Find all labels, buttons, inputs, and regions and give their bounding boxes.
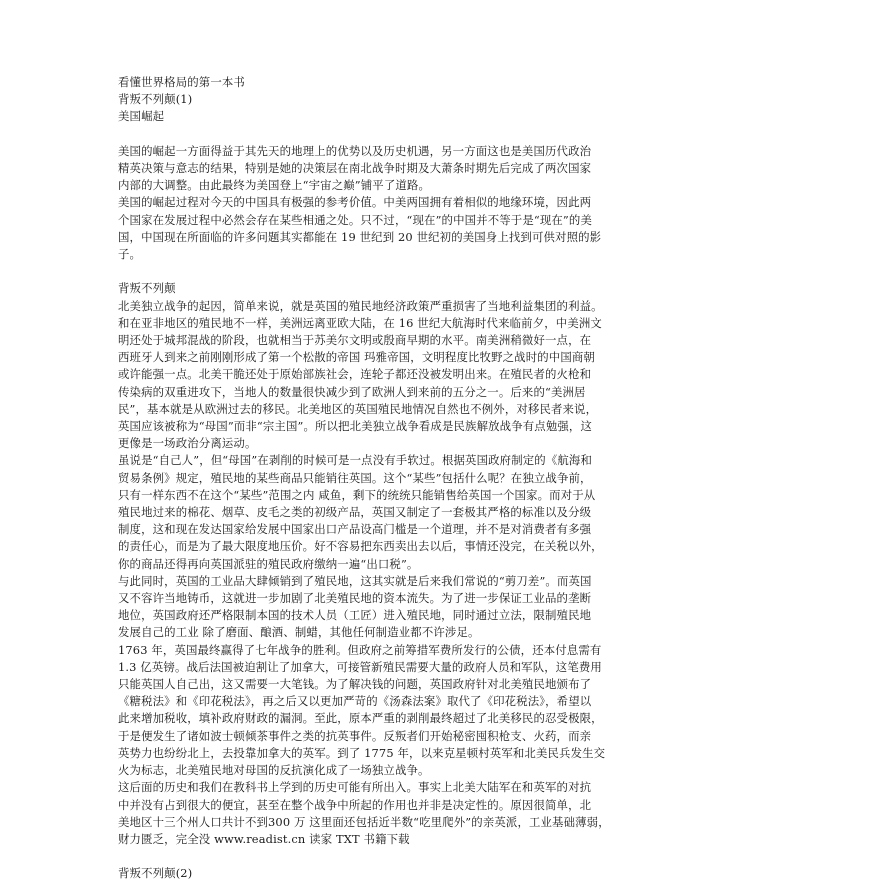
- document-page: [118, 74, 744, 883]
- body-line: 的责任心，而是为了最大限度地压价。好不容易把东西卖出去以后，事情还没完，在关税以外，: [118, 539, 603, 554]
- blank-line: [118, 848, 744, 865]
- body-line: 又不容许当地铸币，这就进一步加剧了北美殖民地的资本流失。为了进一步保证工业品的垄断: [118, 591, 592, 606]
- body-line: 你的商品还得再向英国派驻的殖民政府缴纳一遍“出口税”。: [118, 556, 419, 571]
- intro-line: 美国的崛起过程对今天的中国具有极强的参考价值。中美两国拥有着相似的地缘环境，因此两: [118, 195, 592, 210]
- body-line: 明还处于城邦混战的阶段，也就相当于苏美尔文明或殷商早期的水平。南美洲稍微好一点，在: [118, 333, 592, 348]
- body-line: 和在亚非地区的殖民地不一样，美洲远离亚欧大陆，在 16 世纪大航海时代来临前夕，中美洲文: [118, 315, 602, 330]
- body-line: 财力匮乏，完全没 www.readist.cn 读家 TXT 书籍下载: [118, 831, 410, 846]
- next-chapter-title: 背叛不列颠(2): [118, 866, 193, 881]
- body-line: 《糖税法》和《印花税法》，再之后又以更加严苛的《汤森法案》取代了《印花税法》，希望以: [118, 694, 592, 709]
- body-line: 民”，基本就是从欧洲过去的移民。北美地区的英国殖民地情况自然也不例外，对移民者来说，: [118, 401, 598, 416]
- body-line: 1763 年，英国最终赢得了七年战争的胜利。但政府之前筹措军费所发行的公债，还本付息需有: [118, 642, 602, 657]
- body-line: 1.3 亿英镑。战后法国被迫割让了加拿大，可接管新殖民需要大量的政府人员和军队，这笔费用: [118, 659, 602, 674]
- body-line: 只能英国人自己出，这又需要一大笔钱。为了解决钱的问题，英国政府针对北美殖民地颁布了: [118, 677, 592, 692]
- body-line: 只有一样东西不在这个“某些”范围之内 咸鱼，剩下的统统只能销售给英国一个国家。而对于从: [118, 487, 596, 502]
- intro-line: 美国的崛起一方面得益于其先天的地理上的优势以及历史机遇，另一方面这也是美国历代政治: [118, 143, 592, 158]
- body-line: 制度，这和现在发达国家给发展中国家出口产品设高门槛是一个道理，并不是对消费者有多强: [118, 522, 592, 537]
- section-title: 美国崛起: [118, 109, 165, 124]
- intro-line: 个国家在发展过程中必然会存在某些相通之处。只不过，“现在”的中国并不等于是“现在”的美: [118, 212, 592, 227]
- blank-line: [118, 263, 744, 280]
- body-paragraphs: [118, 298, 744, 849]
- body-line: 西班牙人到来之前刚刚形成了第一个松散的帝国 玛雅帝国，文明程度比牧野之战时的中国商朝: [118, 350, 595, 365]
- body-line: 火为标志，北美殖民地对母国的反抗演化成了一场独立战争。: [118, 763, 430, 778]
- body-line: 此来增加税收，填补政府财政的漏洞。至此，原本严重的剥削最终超过了北美移民的忍受极限，: [118, 711, 603, 726]
- intro-line: 子。: [118, 247, 142, 262]
- body-line: 中并没有占到很大的便宜，甚至在整个战争中所起的作用也并非是决定性的。原因很简单，北: [118, 797, 592, 812]
- intro-line: 国，中国现在所面临的许多问题其实都能在 19 世纪到 20 世纪初的美国身上找到可供对照的影: [118, 229, 602, 244]
- section-heading: 背叛不列颠: [118, 281, 176, 296]
- body-line: 发展自己的工业 除了磨面、酿酒、制蜡，其他任何制造业都不许涉足。: [118, 625, 480, 640]
- body-line: 传染病的双重进攻下，当地人的数量很快减少到了欧洲人到来前的五分之一。后来的“美洲居: [118, 384, 586, 399]
- intro-line: 精英决策与意志的结果，特别是她的决策层在南北战争时期及大萧条时期先后完成了两次国家: [118, 161, 592, 175]
- body-line: 殖民地过来的棉花、烟草、皮毛之类的初级产品，英国又制定了一套极其严格的标准以及分级: [118, 505, 592, 520]
- body-line: 北美独立战争的起因，简单来说，就是英国的殖民地经济政策严重损害了当地利益集团的利益。: [118, 298, 603, 313]
- body-line: 美地区十三个州人口共计不到300 万 这里面还包括近半数“吃里爬外”的亲英派，工业基础薄弱，: [118, 814, 610, 829]
- book-title: 看懂世界格局的第一本书: [118, 75, 245, 89]
- body-line: 更像是一场政治分离运动。: [118, 436, 257, 451]
- intro-paragraphs: [118, 143, 744, 263]
- body-line: 于是便发生了诸如波士顿倾茶事件之类的抗英事件。反叛者们开始秘密囤积枪支、火药，而亲: [118, 728, 592, 743]
- blank-line: [118, 126, 744, 143]
- intro-line: 内部的大调整。由此最终为美国登上“宇宙之巅”铺平了道路。: [118, 178, 431, 193]
- body-line: 地位，英国政府还严格限制本国的技术人员（工匠）进入殖民地，同时通过立法，限制殖民地: [118, 608, 592, 623]
- body-line: 贸易条例》规定，殖民地的某些商品只能销往英国。这个“某些”包括什么呢？在独立战争前，: [118, 470, 592, 485]
- body-line: 这后面的历史和我们在教科书上学到的历史可能有所出入。事实上北美大陆军在和英军的对抗: [118, 780, 592, 795]
- body-line: 英国应该被称为“母国”而非“宗主国”。所以把北美独立战争看成是民族解放战争有点勉强，这: [118, 419, 592, 434]
- body-line: 与此同时，英国的工业品大肆倾销到了殖民地，这其实就是后来我们常说的“剪刀差”。而英国: [118, 573, 592, 588]
- body-line: 英势力也纷纷北上，去投靠加拿大的英军。到了 1775 年，以来克星顿村英军和北美民兵发生交: [118, 745, 606, 760]
- chapter-title: 背叛不列颠(1): [118, 92, 193, 107]
- body-line: 或许能强一点。北美干脆还处于原始部族社会，连轮子都还没被发明出来。在殖民者的火枪和: [118, 367, 592, 382]
- body-line: 虽说是“自己人”，但“母国”在剥削的时候可是一点没有手软过。根据英国政府制定的《航海和: [118, 453, 592, 468]
